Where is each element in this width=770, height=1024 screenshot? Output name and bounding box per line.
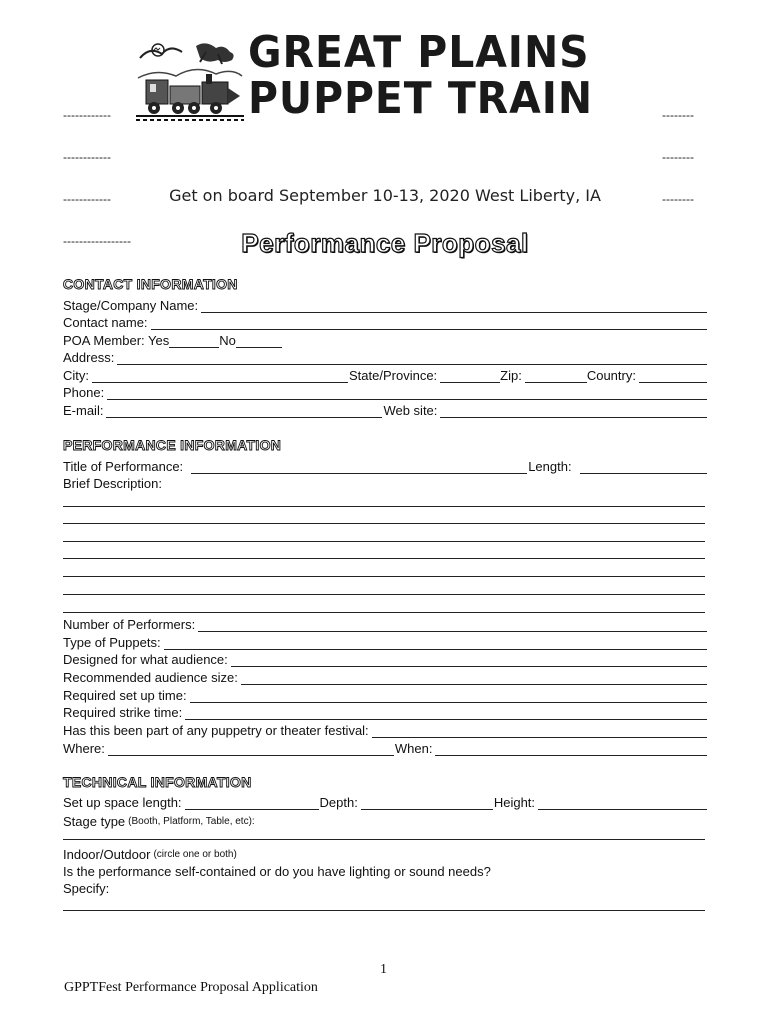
depth-label: Depth:	[319, 795, 358, 810]
space-length-line[interactable]	[185, 796, 319, 810]
tagline: Get on board September 10-13, 2020 West Liberty, IA	[169, 186, 601, 205]
indoor-outdoor-note: (circle one or both)	[153, 849, 237, 860]
contact-name-label: Contact name:	[63, 315, 148, 330]
footer-text: GPPTFest Performance Proposal Application	[64, 980, 318, 995]
performance-title-line[interactable]	[191, 460, 527, 474]
poa-yes-label: POA Member: Yes	[63, 333, 170, 348]
contact-section-heading: CONTACT INFORMATION	[63, 276, 238, 292]
audience-size-line[interactable]	[241, 671, 707, 685]
logo-line-2: PUPPET TRAIN	[248, 73, 594, 124]
address-line[interactable]	[117, 351, 707, 365]
city-line[interactable]	[92, 369, 348, 383]
space-dimensions-row[interactable]	[63, 793, 707, 810]
space-length-label: Set up space length:	[63, 795, 182, 810]
description-line[interactable]	[63, 594, 705, 595]
festival-field[interactable]	[63, 721, 707, 738]
setup-time-field[interactable]	[63, 686, 707, 703]
company-name-label: Stage/Company Name:	[63, 298, 199, 313]
length-label: Length:	[528, 459, 572, 474]
self-contained-question: Is the performance self-contained or do you have lighting or sound needs?	[63, 864, 491, 879]
email-line[interactable]	[106, 404, 382, 418]
dash-line: --------	[662, 108, 694, 122]
description-label: Brief Description:	[63, 476, 162, 491]
dash-line: -----------------	[63, 234, 131, 248]
where-label: Where:	[63, 741, 105, 756]
company-name-line[interactable]	[201, 299, 707, 313]
length-line[interactable]	[580, 460, 707, 474]
description-label-row	[63, 474, 707, 491]
description-line[interactable]	[63, 576, 705, 577]
logo-title	[248, 27, 594, 124]
dash-line: ------------	[63, 150, 111, 164]
audience-size-label: Recommended audience size:	[63, 670, 238, 685]
dash-line: ------------	[63, 108, 111, 122]
description-line[interactable]	[63, 523, 705, 524]
city-row[interactable]	[63, 366, 707, 383]
state-line[interactable]	[440, 369, 500, 383]
height-line[interactable]	[538, 796, 707, 810]
performance-title-label: Title of Performance:	[63, 459, 184, 474]
audience-line[interactable]	[231, 653, 707, 667]
puppets-line[interactable]	[164, 636, 707, 650]
dash-line: --------	[662, 150, 694, 164]
stage-type-note: (Booth, Platform, Table, etc):	[128, 816, 255, 827]
country-line[interactable]	[639, 369, 707, 383]
performers-label: Number of Performers:	[63, 617, 196, 632]
puppets-label: Type of Puppets:	[63, 635, 161, 650]
state-label: State/Province:	[349, 368, 438, 383]
performers-line[interactable]	[198, 618, 707, 632]
audience-size-field[interactable]	[63, 668, 707, 685]
strike-time-field[interactable]	[63, 703, 707, 720]
address-field[interactable]	[63, 348, 707, 365]
performers-field[interactable]	[63, 615, 707, 632]
depth-line[interactable]	[361, 796, 493, 810]
description-line[interactable]	[63, 506, 705, 507]
stage-type-label: Stage type	[63, 814, 126, 829]
where-line[interactable]	[108, 742, 394, 756]
performance-section-heading: PERFORMANCE INFORMATION	[63, 437, 282, 453]
contact-name-field[interactable]	[63, 313, 707, 330]
description-line[interactable]	[63, 558, 705, 559]
address-label: Address:	[63, 350, 115, 365]
where-when-row[interactable]	[63, 739, 707, 756]
when-label: When:	[394, 741, 433, 756]
technical-section-heading: TECHNICAL INFORMATION	[63, 774, 252, 790]
audience-label: Designed for what audience:	[63, 652, 228, 667]
setup-time-line[interactable]	[190, 689, 707, 703]
setup-time-label: Required set up time:	[63, 688, 187, 703]
city-label: City:	[63, 368, 89, 383]
email-row[interactable]	[63, 401, 707, 418]
audience-field[interactable]	[63, 650, 707, 667]
page-title: Performance Proposal	[241, 228, 529, 258]
specify-line[interactable]	[63, 910, 705, 911]
festival-line[interactable]	[372, 724, 707, 738]
specify-label: Specify:	[63, 881, 110, 896]
puppets-field[interactable]	[63, 633, 707, 650]
when-line[interactable]	[435, 742, 707, 756]
indoor-outdoor-row[interactable]	[63, 845, 707, 862]
poa-no-label: No	[219, 333, 236, 348]
zip-label: Zip:	[500, 368, 522, 383]
website-label: Web site:	[383, 403, 438, 418]
self-contained-row	[63, 862, 707, 879]
poa-yes-line[interactable]	[169, 334, 219, 348]
stage-type-line[interactable]	[63, 839, 705, 840]
contact-name-line[interactable]	[151, 316, 707, 330]
festival-label: Has this been part of any puppetry or theater festival:	[63, 723, 369, 738]
page-number: 1	[380, 962, 387, 977]
train-illustration-icon	[136, 38, 244, 122]
strike-time-label: Required strike time:	[63, 705, 183, 720]
logo-line-1: GREAT PLAINS	[248, 27, 590, 78]
company-name-field[interactable]	[63, 296, 707, 313]
phone-line[interactable]	[107, 386, 707, 400]
specify-row	[63, 879, 707, 896]
email-label: E-mail:	[63, 403, 104, 418]
website-line[interactable]	[440, 404, 707, 418]
poa-no-line[interactable]	[236, 334, 282, 348]
performance-title-row[interactable]	[63, 457, 707, 474]
phone-field[interactable]	[63, 383, 707, 400]
dash-line: --------	[662, 192, 694, 206]
height-label: Height:	[493, 795, 536, 810]
zip-line[interactable]	[525, 369, 587, 383]
stage-type-row	[63, 812, 707, 829]
description-line[interactable]	[63, 612, 705, 613]
poa-member-field[interactable]	[63, 331, 303, 348]
country-label: Country:	[586, 368, 636, 383]
strike-time-line[interactable]	[185, 706, 707, 720]
indoor-outdoor-label[interactable]: Indoor/Outdoor	[63, 847, 151, 862]
phone-label: Phone:	[63, 385, 105, 400]
description-line[interactable]	[63, 541, 705, 542]
dash-line: ------------	[63, 192, 111, 206]
